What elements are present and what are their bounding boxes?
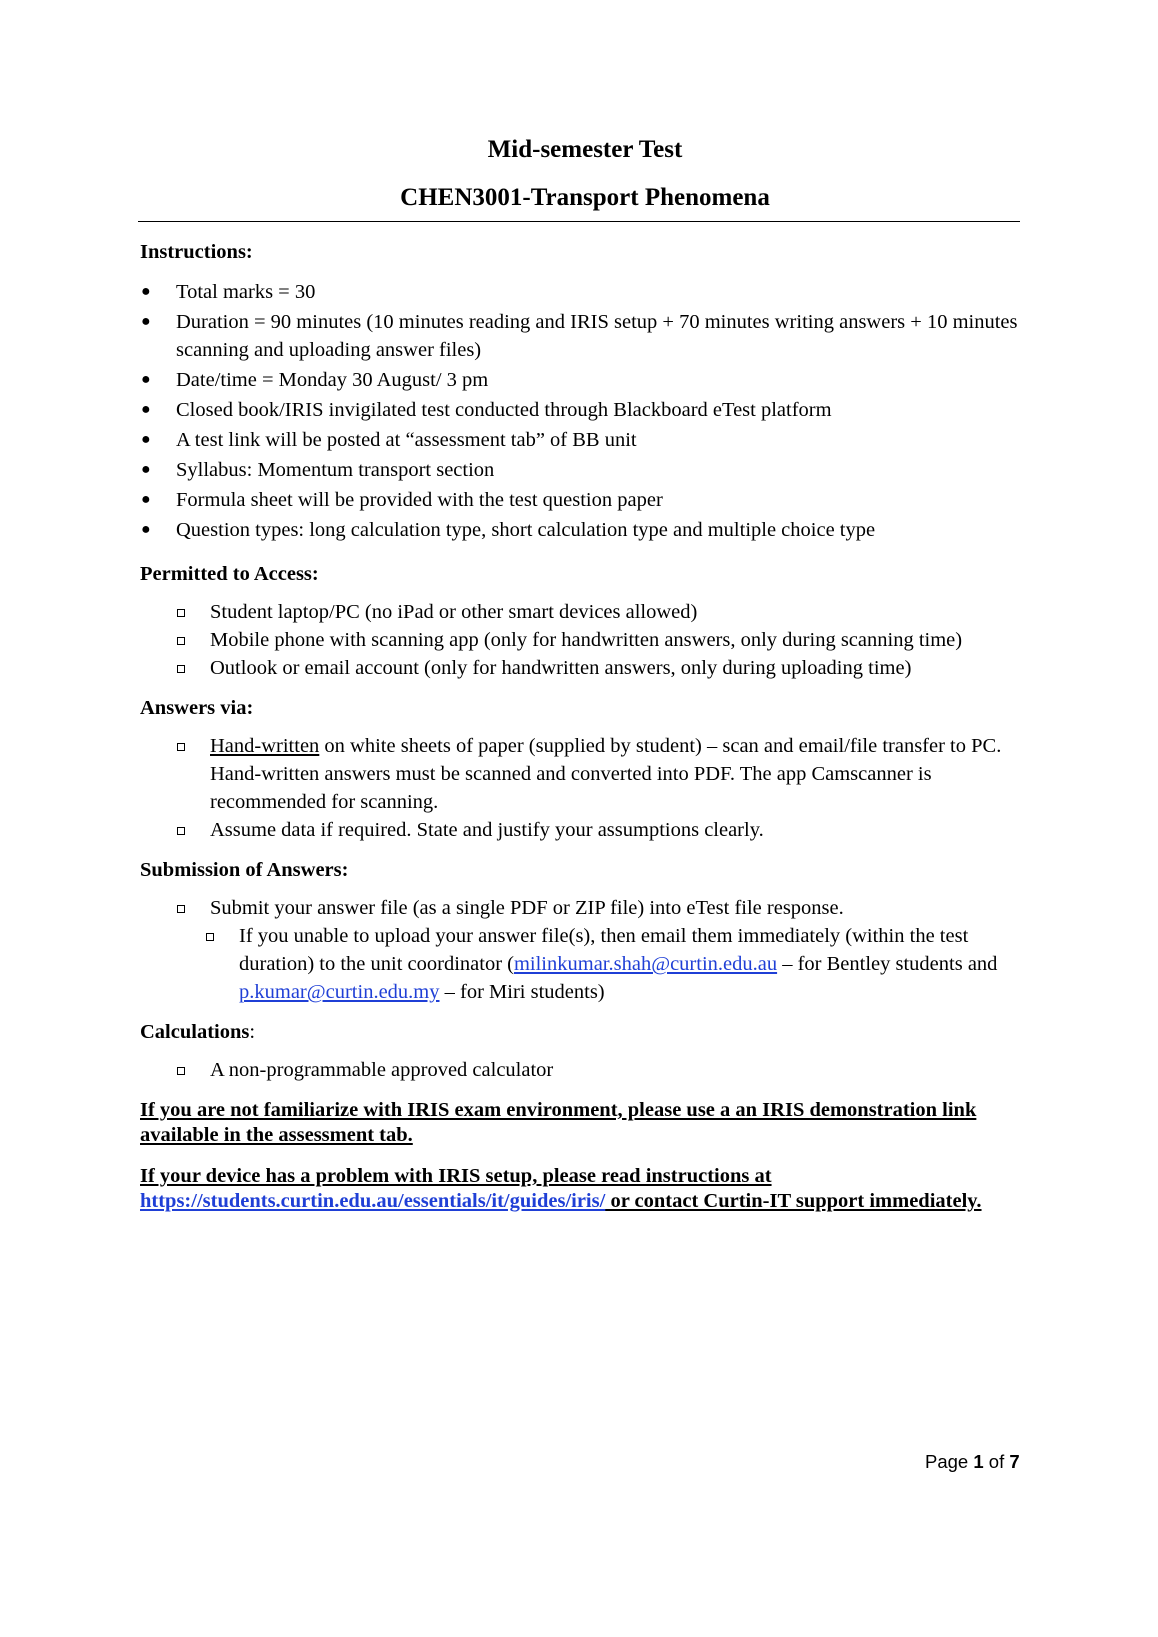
checkbox-icon: [177, 1067, 185, 1075]
list-item: ● Question types: long calculation type, short calculation type and multiple choice type: [140, 516, 1020, 544]
list-item: Outlook or email account (only for handwritten answers, only during uploading time): [140, 654, 1020, 682]
list-item: ● Duration = 90 minutes (10 minutes reading and IRIS setup + 70 minutes writing answers + 10 minutes scanning and uploading answer files): [140, 308, 1020, 364]
checkbox-icon: [206, 933, 214, 941]
iris-guide-link[interactable]: https://students.curtin.edu.au/essentials/it/guides/iris/: [140, 1190, 606, 1212]
document-content: [140, 135, 1020, 1214]
bullet-icon: ●: [141, 283, 151, 300]
checkbox-icon: [177, 743, 185, 751]
title-divider: [138, 221, 1020, 222]
bullet-icon: ●: [141, 371, 151, 388]
permitted-list: [140, 598, 1020, 682]
bullet-icon: ●: [141, 401, 151, 418]
calculations-list: [140, 1056, 1020, 1084]
checkbox-icon: [177, 665, 185, 673]
instructions-list: [140, 278, 1020, 544]
list-item: Mobile phone with scanning app (only for handwritten answers, only during scanning time): [140, 626, 1020, 654]
instructions-heading: Instructions:: [140, 241, 253, 263]
course-title: CHEN3001-Transport Phenomena: [400, 184, 770, 211]
page-number: Page 1 of 7: [925, 1451, 1020, 1472]
checkbox-icon: [177, 609, 185, 617]
iris-demo-notice: If you are not familiarize with IRIS exam environment, please use a an IRIS demonstration link available in the assessment tab.: [140, 1099, 977, 1146]
list-item: ● A test link will be posted at “assessment tab” of BB unit: [140, 426, 1020, 454]
answers-list: [140, 732, 1020, 844]
permitted-heading: Permitted to Access:: [140, 563, 319, 585]
answers-heading: Answers via:: [140, 697, 254, 719]
list-item: Assume data if required. State and justify your assumptions clearly.: [140, 816, 1020, 844]
list-item: A non-programmable approved calculator: [140, 1056, 1020, 1084]
handwritten-text: Hand-written: [210, 735, 320, 757]
checkbox-icon: [177, 827, 185, 835]
calculations-heading: Calculations:: [140, 1021, 256, 1043]
list-item: ● Total marks = 30: [140, 278, 1020, 306]
bullet-icon: ●: [141, 431, 151, 448]
checkbox-icon: [177, 905, 185, 913]
email-link-miri[interactable]: p.kumar@curtin.edu.my: [239, 981, 440, 1003]
iris-problem-notice: If your device has a problem with IRIS setup, please read instructions at https://students.curtin.edu.au/essentials/it/guides/iris/ or contact Curtin-IT support immediately.: [140, 1165, 982, 1212]
list-item: ● Closed book/IRIS invigilated test conducted through Blackboard eTest platform: [140, 396, 1020, 424]
bullet-icon: ●: [141, 461, 151, 478]
document-title: Mid-semester Test: [487, 136, 683, 163]
email-link-bentley[interactable]: milinkumar.shah@curtin.edu.au: [513, 953, 778, 975]
bullet-icon: ●: [141, 313, 151, 330]
list-item: Student laptop/PC (no iPad or other smart devices allowed): [140, 598, 1020, 626]
submission-list: [140, 894, 1020, 1006]
submission-heading: Submission of Answers:: [140, 859, 349, 881]
list-item: If you unable to upload your answer file(s), then email them immediately (within the test duration) to the unit coordinator (milinkumar.shah@curtin.edu.au – for Bentley students and p.kumar@curtin.edu.my – for Miri students): [140, 922, 1020, 1006]
checkbox-icon: [177, 637, 185, 645]
list-item: ● Formula sheet will be provided with the test question paper: [140, 486, 1020, 514]
list-item: ● Date/time = Monday 30 August/ 3 pm: [140, 366, 1020, 394]
list-item: Submit your answer file (as a single PDF or ZIP file) into eTest file response.: [140, 894, 1020, 922]
list-item: Hand-written on white sheets of paper (supplied by student) – scan and email/file transfer to PC. Hand-written answers must be scanned and converted into PDF. The app Camscanner is recommended for scanning.: [140, 732, 1020, 816]
bullet-icon: ●: [141, 521, 151, 538]
bullet-icon: ●: [141, 491, 151, 508]
list-item: ● Syllabus: Momentum transport section: [140, 456, 1020, 484]
